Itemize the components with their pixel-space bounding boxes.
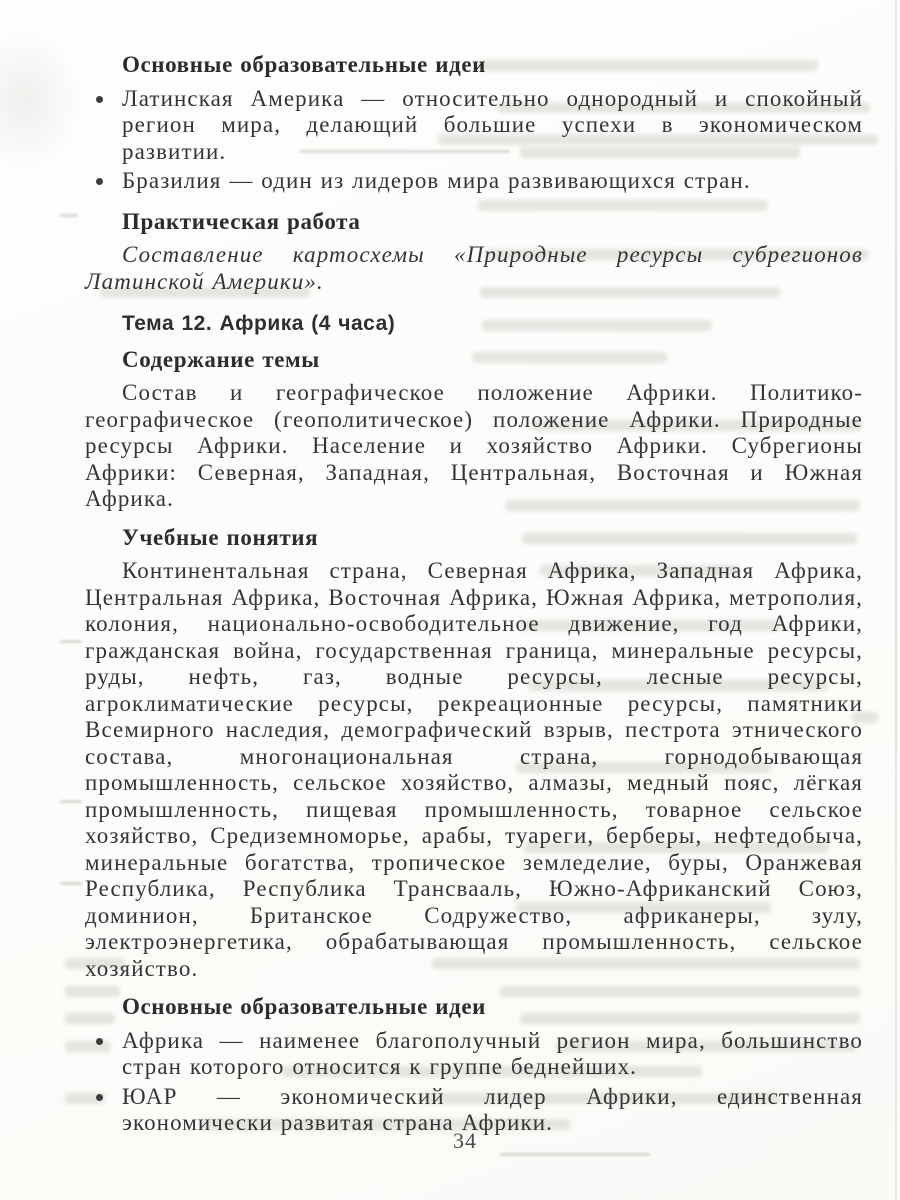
heading-learning-concepts: Учебные понятия bbox=[122, 524, 319, 550]
scan-smudge-artifact bbox=[0, 30, 80, 170]
list-item-text: Африка — наименее благополучный регион мира, большинство стран которого относится к группе беднейших. bbox=[122, 1027, 863, 1079]
paragraph-topic-content: Состав и географическое положение Африки. Политико-географическое (геополитическое) положение Африки. Природные ресурсы Африки. Население и хозяйство Африки. Субрегионы Африки: Северная, Западная, Центральная, Восточная и Южная Африка. bbox=[85, 380, 863, 511]
bullet-icon bbox=[96, 178, 103, 185]
list-item bbox=[85, 1028, 863, 1081]
latin-america-ideas-list bbox=[85, 86, 863, 195]
page-content bbox=[85, 52, 863, 1151]
bleed-through-artifact bbox=[60, 640, 82, 643]
heading-topic-12-africa: Тема 12. Африка (4 часа) bbox=[122, 312, 396, 335]
page-number: 34 bbox=[453, 1128, 477, 1153]
paragraph-practical-work: Составление картосхемы «Природные ресурсы субрегионов Латинской Америки». bbox=[85, 242, 863, 294]
scan-edge-artifact bbox=[895, 0, 897, 1200]
list-item-text: Бразилия — один из лидеров мира развивающихся стран. bbox=[122, 168, 751, 193]
bullet-icon bbox=[96, 1038, 103, 1045]
bleed-through-artifact bbox=[60, 214, 78, 217]
africa-ideas-list bbox=[85, 1028, 863, 1137]
bullet-icon bbox=[96, 96, 103, 103]
list-item-text: Латинская Америка — относительно однородный и спокойный регион мира, делающий большие успехи в экономическом развитии. bbox=[122, 85, 863, 164]
heading-topic-content: Содержание темы bbox=[122, 346, 320, 372]
bullet-icon bbox=[96, 1094, 103, 1101]
bleed-through-artifact bbox=[60, 882, 82, 885]
list-item bbox=[85, 86, 863, 166]
heading-practical-work: Практическая работа bbox=[122, 208, 361, 234]
paragraph-learning-concepts: Континентальная страна, Северная Африка, Западная Африка, Центральная Африка, Восточная Африка, Южная Африка, метрополия, колония, национально-освободительное движение, год Африки, гражданская война, государственная граница, минеральные ресурсы, руды, нефть, газ, водные ресурсы, лесные ресурсы, агроклиматические ресурсы, рекреационные ресурсы, памятники Всемирного наследия, демографический взрыв, пестрота этнического состава, многонациональная страна, горнодобывающая промышленность, сельское хозяйство, алмазы, медный пояс, лёгкая промышленность, пищевая промышленность, товарное сельское хозяйство, Средиземноморье, арабы, туареги, берберы, нефтедобыча, минеральные богатства, тропическое земледелие, буры, Оранжевая Республика, Республика Трансвааль, Южно-Африканский Союз, доминион, Британское Содружество, африканеры, зулу, электроэнергетика, обрабатывающая промышленность, сельское хозяйство. bbox=[85, 558, 863, 981]
list-item bbox=[85, 168, 863, 195]
heading-educational-ideas-latin-america: Основные образовательные идеи bbox=[122, 52, 487, 77]
bleed-through-artifact bbox=[60, 800, 82, 803]
heading-educational-ideas-africa: Основные образовательные идеи bbox=[122, 994, 487, 1019]
list-item-text: ЮАР — экономический лидер Африки, единственная экономически развитая страна Африки. bbox=[122, 1083, 863, 1135]
